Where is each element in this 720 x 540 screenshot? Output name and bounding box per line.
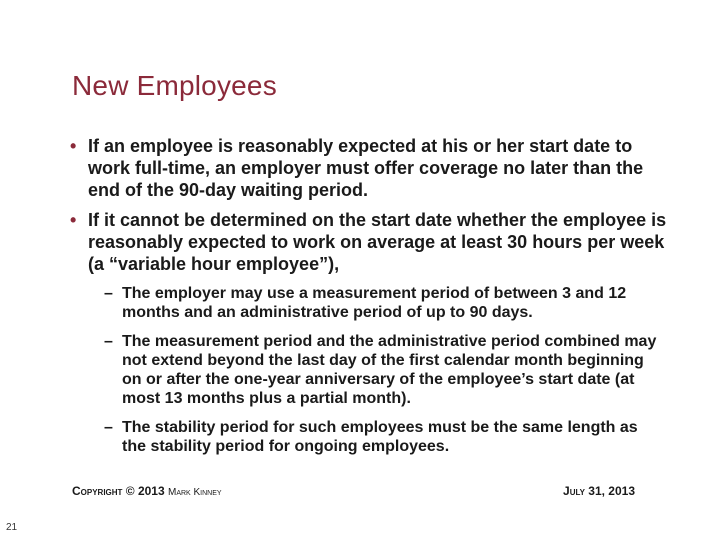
sub-bullet-item [104,418,664,456]
sub-bullet-marker: – [104,419,113,436]
sub-bullet-marker: – [104,333,113,350]
bullet-marker: • [70,210,77,230]
copyright-text: Copyright © 2013 [72,484,165,498]
sub-bullet-text: The employer may use a measurement period of between 3 and 12 months and an administrative period of up to 90 days. [122,285,627,321]
bullet-item [70,209,670,275]
sub-bullet-item [104,284,664,322]
slide-title: New Employees [72,70,277,101]
bullet-marker: • [70,136,77,156]
footer-date: July 31, 2013 [563,484,635,498]
footer-copyright [72,484,222,498]
sub-bullet-marker: – [104,285,113,302]
sub-bullet-list [104,284,664,466]
bullet-text: If it cannot be determined on the start date whether the employee is reasonably expected to work on average at least 30 hours per week (a “variable hour employee”), [88,210,667,274]
sub-bullet-item [104,332,664,408]
bullet-list [70,135,670,283]
sub-bullet-text: The measurement period and the administrative period combined may not extend beyond the last day of the first calendar month beginning on or after the one-year anniversary of the employee’s start date (at most 13 months plus a partial month). [122,333,657,407]
sub-bullet-text: The stability period for such employees must be the same length as the stability period for ongoing employees. [122,419,638,455]
bullet-item [70,135,670,201]
author-name: Mark Kinney [168,487,222,498]
bullet-text: If an employee is reasonably expected at his or her start date to work full-time, an employer must offer coverage no later than the end of the 90-day waiting period. [88,136,644,200]
page-number: 21 [6,522,18,533]
